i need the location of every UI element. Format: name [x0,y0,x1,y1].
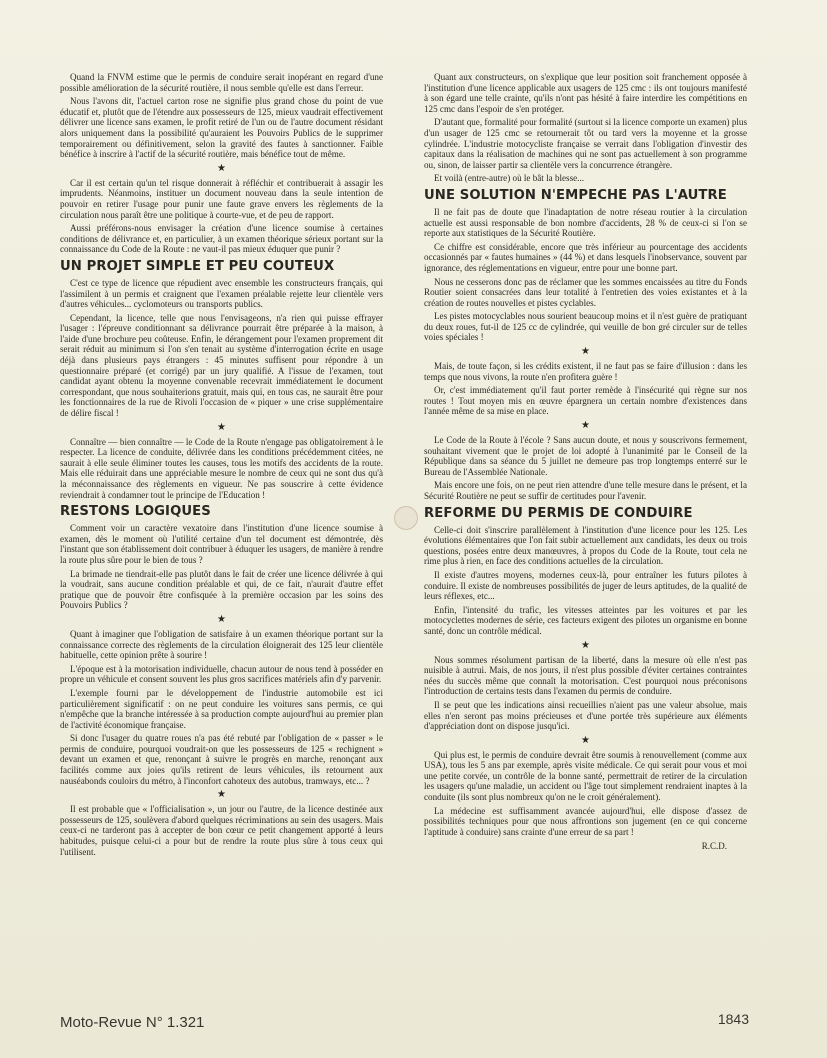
paragraph: Il ne fait pas de doute que l'inadaptation de notre réseau routier à la circulation actuelle est aussi responsable de bon nombre d'accidents, 28 % de ceux-ci si l'on se reporte aux statistiques de la Sécurité Routière. [424,206,747,239]
paragraph: Ce chiffre est considérable, encore que très inférieur au pourcentage des accidents occasionnés par « fautes humaines » (44 %) et dans lesquels l'inobservance, souvent par ignorance, des réglementations en vigueur, entre pour une bonne part. [424,241,747,273]
paragraph: C'est ce type de licence que répudient avec ensemble les constructeurs français, qui l'assimilent à un permis et craignent que l'examen préalable rejette leur clientèle vers d'autres véhicules... cyclomoteurs ou transports publics. [60,277,383,310]
paragraph: Quant à imaginer que l'obligation de satisfaire à un examen théorique portant sur la connaissance correcte des règlements de la circulation éloignerait des 125 leur clientèle habituelle, cette opinion prête à sourire ! [60,628,383,661]
paragraph: Comment voir un caractère vexatoire dans l'institution d'une licence soumise à examen, dès le moment où l'utilité certaine d'un tel document est démontrée, dès l'instant que son établissement doit contribuer à éduquer les usagers, de manière à rendre la route plus sûre pour le bien de tous ? [60,523,383,565]
paragraph: Or, c'est immédiatement qu'il faut porter remède à l'insécurité qui règne sur nos routes ! Tout moyen mis en œuvre épargnera un certain nombre d'existences dans l'année même de sa mise en place. [424,385,747,417]
right-column [424,72,747,852]
paragraph: Les pistes motocyclables nous sourient beaucoup moins et il n'est guère de pratiquant du deux roues, fut-il de 125 cc de cylindrée, qui veuille de bon gré circuler sur de telles voies spéciales ! [424,311,747,343]
page-number: 1843 [717,1011,749,1027]
paragraph: Qui plus est, le permis de conduire devrait être soumis à renouvellement (comme aux USA), tous les 5 ans par exemple, après visite médicale. Ce qui serait pour vous et moi une petite corvée, un contrôle de la bonne santé, permettrait de retirer de la circulation les usagers qu'une maladie, un accident ou l'âge tout simplement rendraient inaptes à la conduite (ils sont plus nombreux qu'on ne le croit généralement). [424,749,747,803]
paragraph: Celle-ci doit s'inscrire parallèlement à l'institution d'une licence pour les 125. Les évolutions élémentaires que l'on fait subir actuellement aux candidats, les deux ou trois questions, posées entre deux manœuvres, à propos du Code de la Route, tout cela ne rime plus à rien, en face des conditions actuelles de la circulation. [424,524,747,567]
section-star: ★ [581,420,590,432]
paragraph: Il se peut que les indications ainsi recueillies n'aient pas une valeur absolue, mais elles n'en seront pas moins précieuses et d'une portée très supérieure aux éléments d'appréciation dont on dispose jusqu'ici. [424,699,747,732]
left-intro [60,72,383,160]
paragraph: L'exemple fourni par le développement de l'industrie automobile est ici particulièrement significatif : on ne peut conduire les voitures sans permis, ce qui n'empêche que la branche intéressée à sa production compte aujourd'hui au premier plan de l'activité économique française. [60,687,383,730]
paragraph: Quant aux constructeurs, on s'explique que leur position soit franchement opposée à l'institution d'une licence applicable aux usagers de 125 cmc : ils ont toujours manifesté à son égard une telle crainte, qu'ils n'ont pas hésité à faire interdire les compétitions en 125 cmc dans l'espoir de s'en protéger. [424,72,747,114]
section-star: ★ [581,346,590,358]
paragraph: La brimade ne tiendrait-elle pas plutôt dans le fait de créer une licence délivrée à qui la voudrait, sans aucune condition préalable et qui, de ce fait, n'aurait d'autre effet pratique que de pouvoir être confisquée à la première occasion par les soins des Pouvoirs Publics ? [60,568,383,611]
paragraph: Mais, de toute façon, si les crédits existent, il ne faut pas se faire d'illusion : dans les temps que nous vivons, la route n'en profitera guère ! [424,361,747,382]
section-star: ★ [217,162,226,174]
paragraph: Cependant, la licence, telle que nous l'envisageons, n'a rien qui puisse effrayer l'usager : l'épreuve conditionnant sa délivrance pourrait être préparée à la maison, à l'aide d'une brochure peu coûteuse. Enfin, le dérangement pour l'examen proprement dit serait réduit au minimum si l'on s'en tenait au système d'interrogation écrite en usage déjà dans plusieurs pays étrangers : 45 minutes suffisent pour répondre à un questionnaire préparé (et corrigé) par un jury qualifié. A l'issue de l'examen, tout candidat ayant obtenu la moyenne convenable recevrait immédiatement le document correspondant, que nous souhaiterions gratuit, mais qui, en tous cas, ne saurait être pour les fonctionnaires de la rue de Rivoli l'occasion de « piquer » une crise supplémentaire de délire fiscal ! [60,312,383,419]
paragraph: Nous ne cesserons donc pas de réclamer que les sommes encaissées au titre du Fonds Routier soient consacrées dans leur totalité à l'entretien des voies existantes et à la création de routes nouvelles et pistes cyclables. [424,276,747,308]
paragraph: Aussi préférons-nous envisager la création d'une licence soumise à certaines conditions de délivrance et, en particulier, à un examen théorique sérieux portant sur la connaissance du Code de la Route : ne vaut-il pas mieux éduquer que punir ? [60,223,383,255]
section-star: ★ [581,734,590,746]
paragraph: L'époque est à la motorisation individuelle, chacun autour de nous tend à posséder en propre un véhicule et consent souvent les plus gros sacrifices matériels afin d'y parvenir. [60,663,383,685]
paragraph: Car il est certain qu'un tel risque donnerait à réfléchir et contribuerait à assagir les imprudents. Néanmoins, instituer un document nouveau dans la seule intention de pouvoir en retirer l'usage pour punir une faute grave envers les règlements de la circulation nous paraît être une politique à courte-vue, et de peu de rapport. [60,177,383,220]
paragraph: Et voilà (entre-autre) où le bât la blesse... [434,173,584,184]
paragraph: Il existe d'autres moyens, modernes ceux-là, pour entraîner les futurs pilotes à conduire. Il existe de nombreuses possibilités de juger de leurs aptitudes, de la qualité de leurs réflexes, etc... [424,569,747,602]
paragraph: Nous l'avons dit, l'actuel carton rose ne signifie plus grand chose du point de vue éducatif et, plutôt que de l'étendre aux possesseurs de 125, mieux vaudrait effectivement délivrer une licence sans examen, le profit retiré de l'un ou de l'autre document résidant alors uniquement dans la possibilité qu'auraient les Pouvoirs Publics de le supprimer temporairement ou définitivement, selon la gravité des fautes à sanctionner. Faible bénéfice à inscrire à l'actif de la sécurité routière, mais bénéfice tout de même. [60,96,383,160]
paragraph: Le Code de la Route à l'école ? Sans aucun doute, et nous y souscrivons fermement, souhaitant vivement que le projet de loi adopté à l'unanimité par le Conseil de la République dans sa séance du 5 juillet ne demeure pas trop longtemps enterré sur le Bureau de l'Assemblée Nationale. [424,435,747,477]
section-star: ★ [581,639,590,651]
paragraph: Enfin, l'intensité du trafic, les vitesses atteintes par les voitures et par les motocyclettes modernes de série, ces facteurs exigent des pilotes un organisme en bonne santé, donc un contrôle médical. [424,604,747,636]
paragraph: Si donc l'usager du quatre roues n'a pas été rebuté par l'obligation de « passer » le permis de conduire, pourquoi voudrait-on que les possesseurs de 125 « rechignent » devant un examen et que, renonçant à suivre le progrès en marche, renonçant aux facilités comme aux joies qu'ils retirent de leurs véhicules, ils retournent aux nauséabonds couloirs du métro, à l'inconfort cahoteux des autobus, tramways, etc... ? [60,733,383,786]
binding-stamp [394,506,418,530]
paragraph: La médecine est suffisamment avancée aujourd'hui, elle dispose d'assez de possibilités techniques pour que nous affrontions son jugement (en ce qui concerne l'aptitude à conduire) sans crainte d'une erreur de sa part ! [424,805,747,837]
left-column [60,72,383,860]
publication-footer: Moto-Revue N° 1.321 [60,1014,205,1031]
paragraph: Connaître — bien connaître — le Code de la Route n'engage pas obligatoirement à le respecter. La licence de conduite, délivrée dans les conditions précédemment citées, ne saurait à elle seule éliminer toutes les causes, tous les motifs des accidents de la route. Mais elle réduirait dans une appréciable mesure le nombre de ceux qui ne sont dus qu'à la méconnaissance des règlements en vigueur. Ne pas souscrire à cette évidence reviendrait à condamner tout le principe de l'Education ! [60,436,383,500]
paragraph: Nous sommes résolument partisan de la liberté, dans la mesure où elle n'est pas nuisible à autrui. Mais, de nos jours, il n'est plus possible d'éviter certaines contraintes nées du succès même que connaît la motorisation. C'est pourquoi nous préconisons l'introduction de certains tests dans l'examen du permis de conduire. [424,654,747,697]
section-star: ★ [217,789,226,801]
section-star: ★ [217,421,226,433]
paragraph: Quand la FNVM estime que le permis de conduire serait inopérant en regard d'une possible amélioration de la sécurité routière, il nous semble qu'elle est dans l'erreur. [60,72,383,93]
section-heading: RESTONS LOGIQUES [60,504,211,520]
paragraph: Il est probable que « l'officialisation », un jour ou l'autre, de la licence destinée aux possesseurs de 125, soulèvera d'abord quelques récriminations au sein des usagers. Mais ceux-ci ne tarderont pas à accepter de bon cœur ce petit changement apporté à leurs habitudes, puisque celui-ci a pour but de rendre la route plus sûre à tous ceux qui l'utilisent. [60,804,383,857]
paragraph: D'autant que, formalité pour formalité (surtout si la licence comporte un examen) plus d'un usager de 125 cmc se retournerait tôt ou tard vers la moyenne et la grosse cylindrée. L'industrie motocycliste française se verrait dans l'obligation d'investir des capitaux dans la réalisation de machines qui ne sont pas actuellement à son programme ou, sinon, de laisser partir sa clientèle vers la concurrence étrangère. [424,117,747,170]
paragraph: Mais encore une fois, on ne peut rien attendre d'une telle mesure dans le présent, et la Sécurité Routière ne peut se suffir de certitudes pour l'avenir. [424,480,747,501]
section-heading: UN PROJET SIMPLE ET PEU COUTEUX [60,258,335,274]
author-signature: R.C.D. [701,841,727,852]
section-heading: UNE SOLUTION N'EMPECHE PAS L'AUTRE [424,187,727,203]
section-heading: REFORME DU PERMIS DE CONDUIRE [424,505,693,521]
section-star: ★ [217,613,226,625]
